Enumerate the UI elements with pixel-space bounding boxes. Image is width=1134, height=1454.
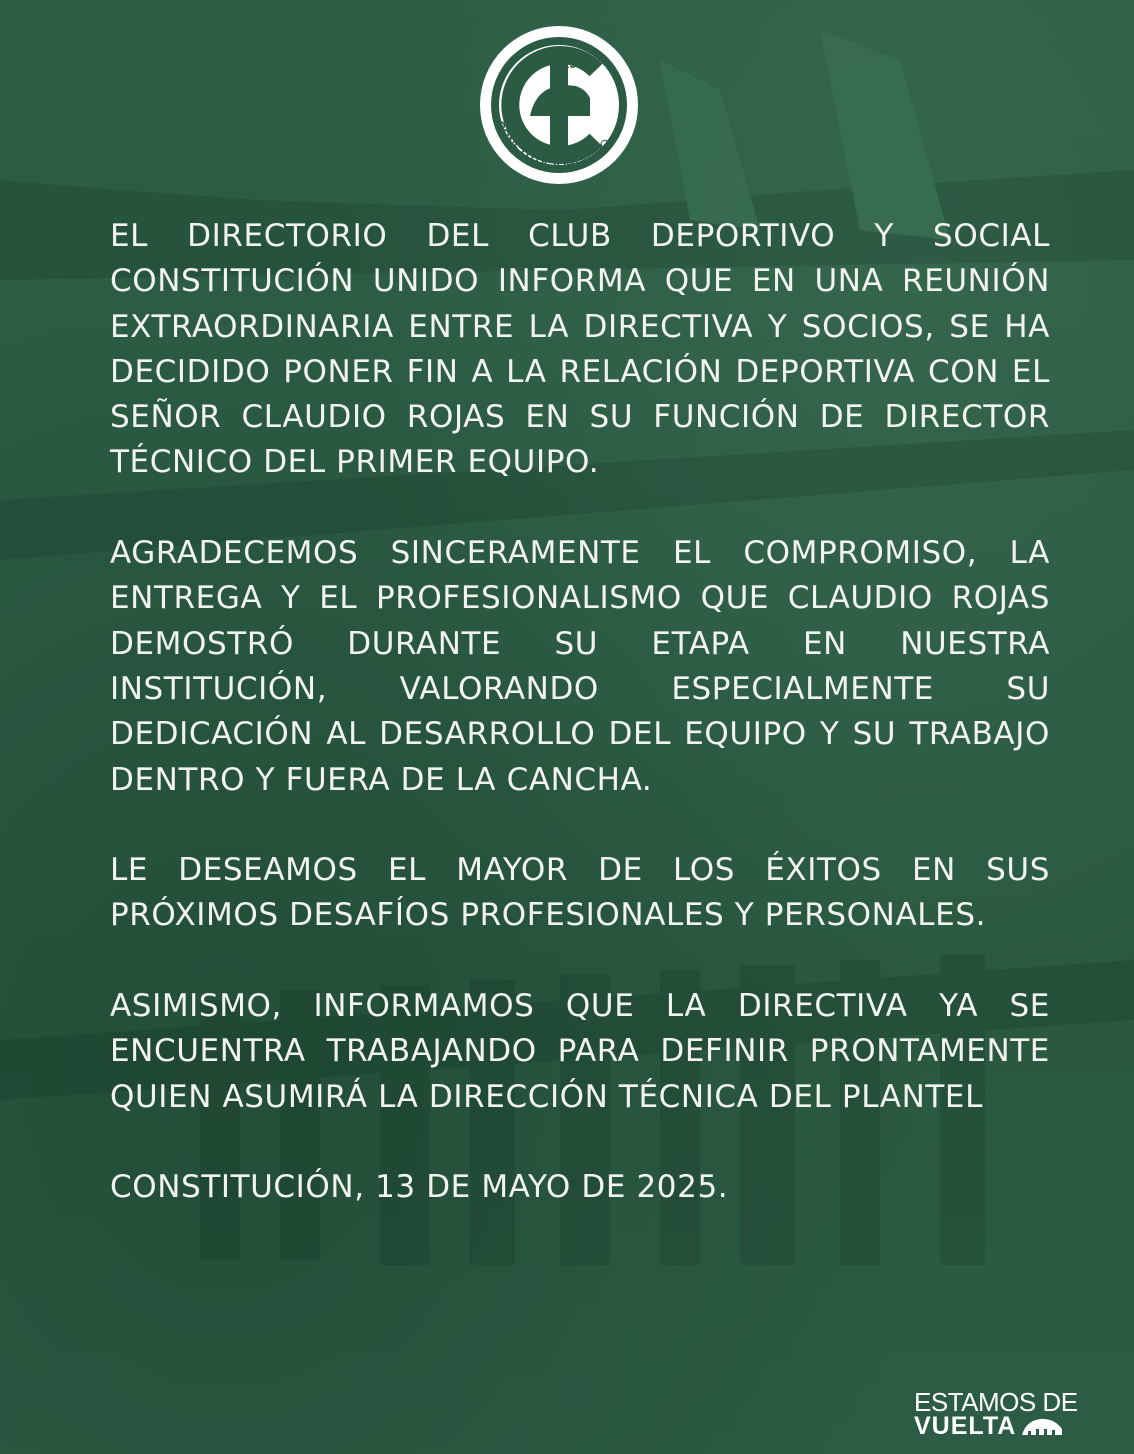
brand-line1: ESTAMOS DE bbox=[914, 1387, 1078, 1417]
logo-year: 1998 bbox=[562, 56, 591, 71]
logo-name-part2: UNIDO bbox=[572, 135, 615, 170]
brand-line2: VUELTA bbox=[914, 1412, 1017, 1440]
stadium-roof-icon bbox=[1020, 1415, 1064, 1437]
statement-paragraph-2: AGRADECEMOS SINCERAMENTE EL COMPROMISO, LA ENTREGA Y EL PROFESIONALISMO QUE CLAUDIO ROJAS DEMOSTRÓ DURANTE SU ETAPA EN NUESTRA INSTITUCIÓN, VALORANDO ESPECIALMENTE SU DEDICACIÓN AL DESARROLLO DEL EQUIPO Y SU TRABAJO DENTRO Y FUERA DE LA CANCHA. bbox=[110, 535, 1050, 798]
statement-signature: CONSTITUCIÓN, 13 DE MAYO DE 2025. bbox=[110, 1169, 729, 1206]
statement-paragraph-1: EL DIRECTORIO DEL CLUB DEPORTIVO Y SOCIAL CONSTITUCIÓN UNIDO INFORMA QUE EN UNA REUNIÓN EXTRAORDINARIA ENTRE LA DIRECTIVA Y SOCIOS, SE HA DECIDIDO PONER FIN A LA RELACIÓN DEPORTIVA CON EL SEÑOR CLAUDIO ROJAS EN SU FUNCIÓN DE DIRECTOR TÉCNICO DEL PRIMER EQUIPO. bbox=[110, 218, 1050, 481]
brand-line2-row bbox=[914, 1414, 1084, 1438]
logo-name-part1: CONSTITUCIÓN bbox=[491, 118, 577, 172]
campaign-brand bbox=[914, 1387, 1084, 1440]
club-logo bbox=[478, 24, 640, 186]
statement-body bbox=[110, 214, 1050, 1256]
statement-paragraph-3: LE DESEAMOS EL MAYOR DE LOS ÉXITOS EN SUS PRÓXIMOS DESAFÍOS PROFESIONALES Y PERSONALES. bbox=[110, 852, 1050, 934]
statement-paragraph-4: ASIMISMO, INFORMAMOS QUE LA DIRECTIVA YA SE ENCUENTRA TRABAJANDO PARA DEFINIR PRONTAMENTE QUIEN ASUMIRÁ LA DIRECCIÓN TÉCNICA DEL PLANTEL bbox=[110, 988, 1050, 1115]
